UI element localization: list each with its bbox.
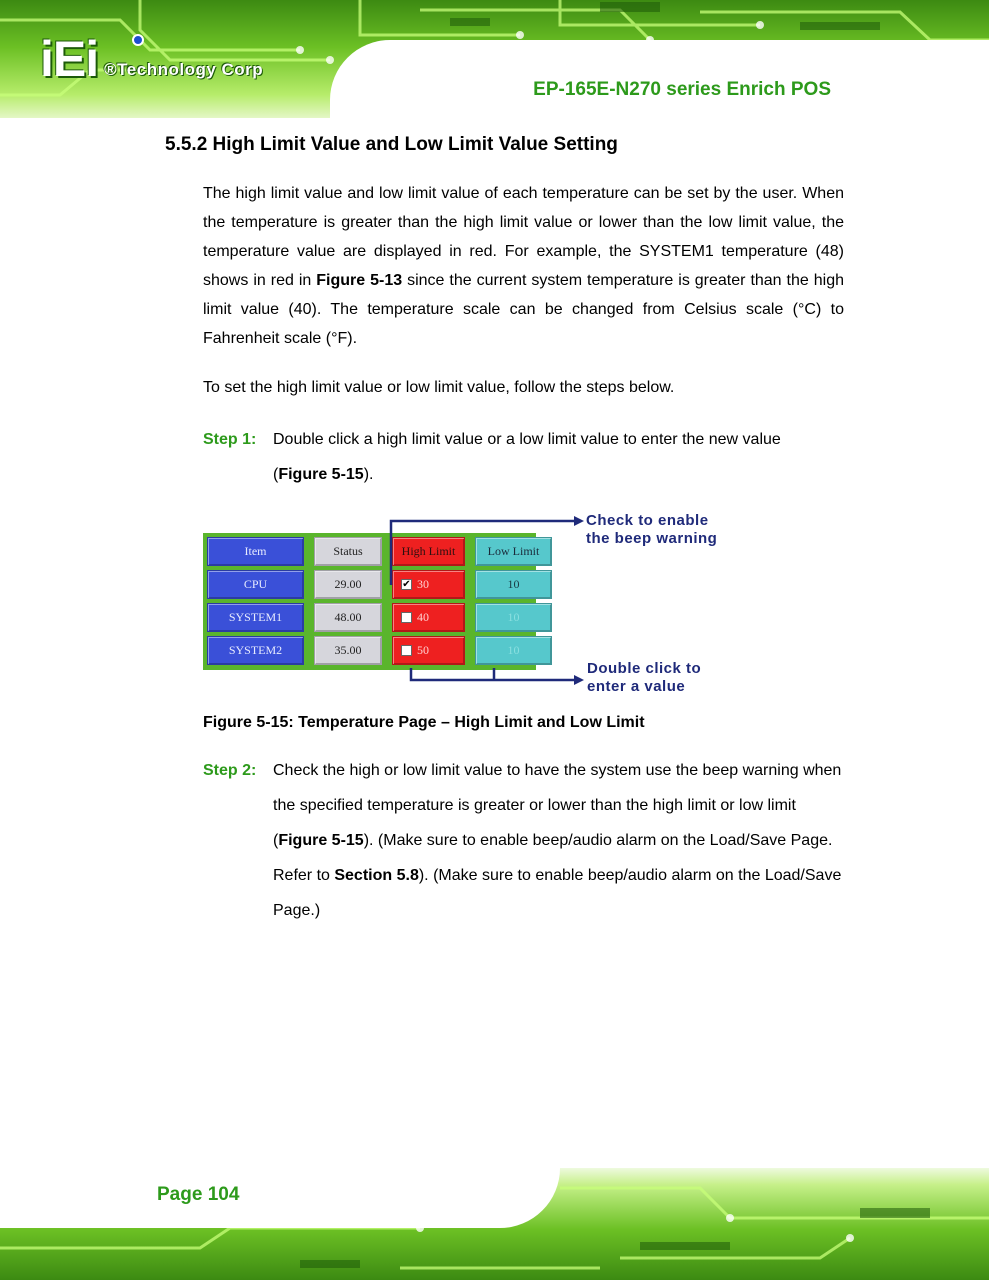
system2-high-value[interactable]: 50 [417,643,429,657]
step-1 [203,422,844,492]
step-2 [203,753,844,928]
footer-white-panel [0,1168,560,1228]
header-status: Status [314,537,382,566]
logo-mark: iEi [40,31,99,87]
figure-5-15-link-2[interactable]: Figure 5-15 [278,832,364,849]
row-cpu-status: 29.00 [314,570,382,599]
step-2-text [273,753,844,928]
intro-text-1: The high limit value and low limit value of each temperature can be set by the user. When the temperature is greater than the high limit value or lower than the low limit value, the temperature value are displayed in red. For example, the SYSTEM1 temperature (48) shows in red in [203,185,844,289]
row-system1-status: 48.00 [314,603,382,632]
row-system2-low-limit[interactable]: 10 [475,636,552,665]
figure-5-15-link[interactable]: Figure 5-15 [278,466,364,483]
section-5-8-link[interactable]: Section 5.8 [334,867,419,884]
row-cpu-item: CPU [207,570,304,599]
figure-caption: Figure 5-15: Temperature Page – High Limit and Low Limit [203,714,645,731]
company-logo [40,30,264,87]
step-2-label: Step 2: [203,762,257,779]
figure-5-13-link[interactable]: Figure 5-13 [316,272,403,289]
step-2-line5: Page.) [273,902,321,919]
cpu-beep-checkbox[interactable]: ✔ [402,578,411,590]
step-1-label: Step 1: [203,431,257,448]
cpu-high-value[interactable]: 30 [417,577,429,591]
header-item: Item [207,537,304,566]
step-1-line1: Double click a high limit value or a low limit value to enter the new value [273,431,781,448]
intro-text-2: since the current system temperature is greater than the high limit value (40). The temperature scale can be changed from Celsius scale (°C) to Fahrenheit scale (°F). [203,272,845,347]
row-system2-high-limit[interactable] [392,636,465,665]
header-banner [0,0,989,118]
steps-intro-paragraph: To set the high limit value or low limit value, follow the steps below. [203,379,675,396]
callout-beep-line1: Check to enable [586,512,709,529]
system1-beep-checkbox[interactable] [401,612,412,623]
step-2-line4-pre: Refer to [273,867,335,884]
callout-dblclick-line1: Double click to [587,660,702,677]
callout-dblclick-line2: enter a value [587,678,686,695]
step-2-line4-rest: ). (Make sure to enable beep/audio alarm on the Load/Save [418,867,842,884]
arrow-bottom-head [574,675,584,685]
step-2-line3-open: ( [273,832,279,849]
row-system1-low-limit[interactable]: 10 [475,603,552,632]
step-1-ref-open: ( [273,466,279,483]
row-system1-item: SYSTEM1 [207,603,304,632]
system2-beep-checkbox[interactable] [401,645,412,656]
row-system2-item: SYSTEM2 [207,636,304,665]
temperature-limit-table [203,533,540,670]
step-2-line2: the specified temperature is greater or lower than the high limit or low limit [273,797,796,814]
row-cpu-low-limit[interactable]: 10 [475,570,552,599]
page-number: Page 104 [157,1184,240,1205]
document-title: EP-165E-N270 series Enrich POS [533,79,831,100]
logo-text: ®Technology Corp [104,60,264,79]
header-high-limit: High Limit [392,537,465,566]
callout-beep-warning [586,512,717,548]
footer-banner [0,1168,989,1280]
intro-paragraph [203,179,844,353]
system1-high-value[interactable]: 40 [417,610,429,624]
step-2-line1: Check the high or low limit value to have the system use the beep warning when [273,762,842,779]
section-heading: 5.5.2 High Limit Value and Low Limit Value Setting [165,134,618,155]
step-1-text [273,422,844,492]
row-cpu-high-limit[interactable] [392,570,465,599]
step-1-ref-close: ). [363,466,374,483]
arrow-top-head [574,516,584,526]
step-2-line3-rest: ). (Make sure to enable beep/audio alarm on the Load/Save Page. [363,832,833,849]
row-system2-status: 35.00 [314,636,382,665]
logo-dot-icon [132,34,144,46]
row-system1-high-limit[interactable] [392,603,465,632]
header-low-limit: Low Limit [475,537,552,566]
callout-beep-line2: the beep warning [586,530,718,547]
callout-double-click [587,660,701,696]
